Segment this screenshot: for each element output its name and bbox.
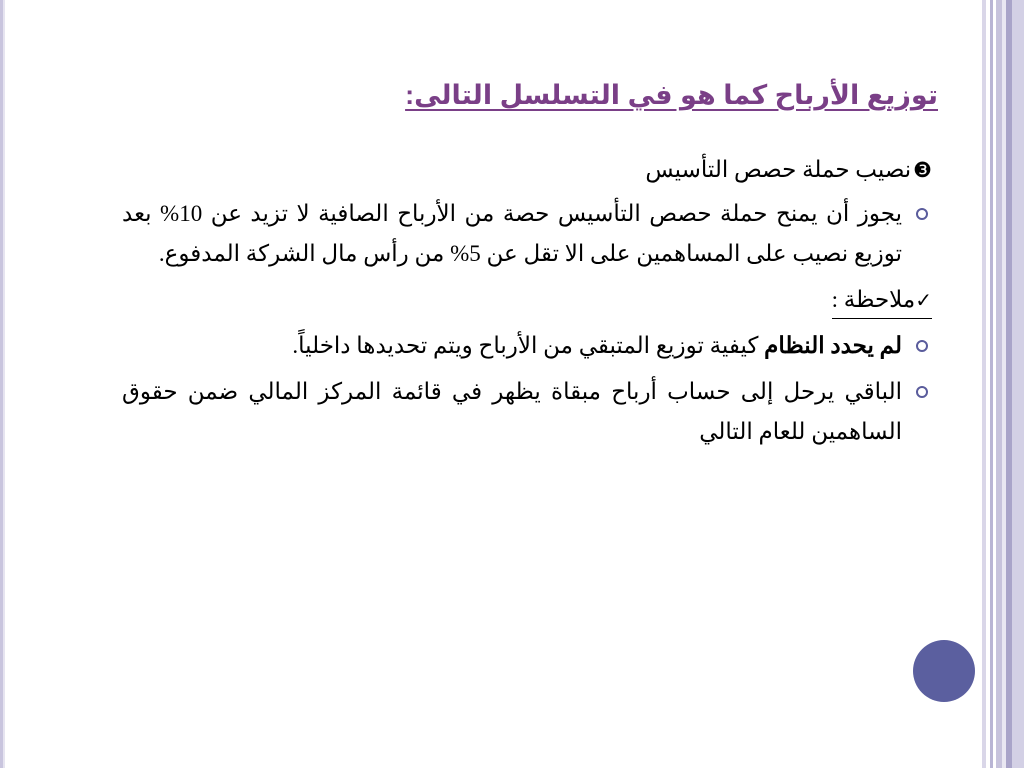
slide-content: [122, 150, 932, 458]
bullet-text: الباقي يرحل إلى حساب أرباح مبقاة يظهر في قائمة المركز المالي ضمن حقوق الساهمين للعام التالي: [122, 379, 902, 444]
slide-title: توزيع الأرباح كما هو في التسلسل التالى:: [405, 80, 938, 110]
bullet-text: كيفية توزيع المتبقي من الأرباح ويتم تحديدها داخلياً.: [292, 333, 765, 358]
note-heading: [832, 283, 932, 319]
bullet-item-founders-share: [122, 194, 932, 274]
right-border-stripes: [980, 0, 1024, 768]
checkmark-icon: ✓: [915, 288, 932, 312]
bullet-circle-icon: [916, 208, 928, 220]
number-three-icon: ❸: [913, 158, 932, 182]
section-heading: [122, 150, 932, 190]
bullet-item-note-2: [122, 372, 932, 452]
bullet-text: يجوز أن يمنح حملة حصص التأسيس حصة من الأرباح الصافية لا تزيد عن 10% بعد توزيع نصيب على المساهمين على الا تقل عن 5% من رأس مال الشركة المدفوع.: [122, 201, 902, 266]
note-heading-text: ملاحظة :: [831, 287, 916, 312]
bullet-bold-text: لم يحدد النظام: [764, 333, 902, 358]
left-border-stripe: [0, 0, 7, 768]
bullet-circle-icon: [916, 386, 928, 398]
note-heading-row: [122, 280, 932, 320]
bullet-item-note-1: [122, 326, 932, 366]
bullet-circle-icon: [916, 340, 928, 352]
decorative-circle: [913, 640, 975, 702]
section-heading-text: نصيب حملة حصص التأسيس: [645, 157, 912, 182]
